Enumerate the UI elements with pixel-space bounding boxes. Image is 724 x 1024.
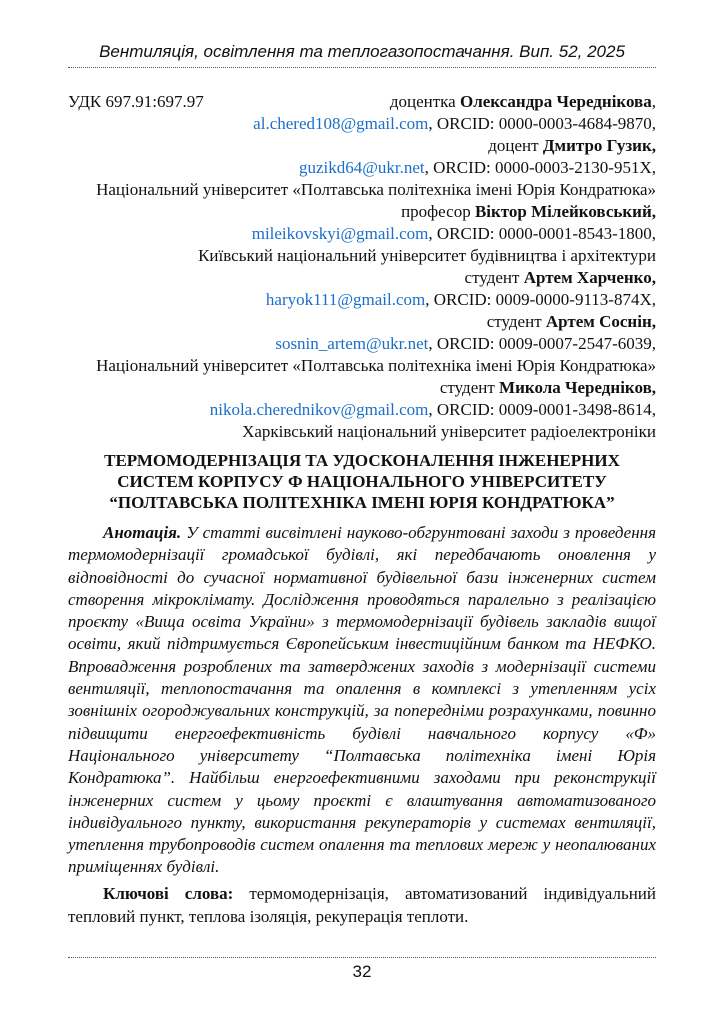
author-email-link[interactable]: al.chered108@gmail.com [253, 114, 429, 133]
author-orcid: , ORCID: 0000-0001-8543-1800, [428, 224, 656, 243]
author-contact-line [68, 113, 656, 135]
abstract-line: підвищити енергоефективність будівлі навчального корпусу «Ф» [68, 723, 656, 743]
abstract-line: Кондратюка”. Найбільш енергоефективними заходами при реконструкції [68, 768, 656, 788]
abstract-line: приміщеннях будівлі. [68, 857, 220, 877]
title-line: ТЕРМОМОДЕРНІЗАЦІЯ ТА УДОСКОНАЛЕННЯ ІНЖЕНЕРНИХ [104, 451, 620, 470]
abstract-line: термомодернізації громадської будівлі, які передбачають оновлення у [68, 545, 656, 565]
author-email-link[interactable]: guzikd64@ukr.net [298, 158, 425, 177]
page-number: 32 [352, 962, 372, 981]
author-affiliation: Київський національний університет будівництва і архітектури [198, 246, 656, 265]
author-name-line [68, 135, 656, 157]
author-name: Віктор Мілейковський, [474, 202, 656, 221]
author-title: студент [486, 312, 546, 331]
author-name-line [68, 267, 656, 289]
footer-divider [68, 957, 656, 958]
abstract-line: відповідності до сучасної нормативної будівельної бази інженерних систем [68, 567, 656, 587]
author-contact-line [68, 157, 656, 179]
author-contact-line [68, 289, 656, 311]
article-title [68, 450, 656, 513]
author-name: Артем Харченко, [523, 268, 656, 287]
comma: , [651, 92, 656, 111]
author-orcid: , ORCID: 0000-0003-4684-9870, [428, 114, 656, 133]
author-orcid: , ORCID: 0009-0001-3498-8614, [428, 400, 656, 419]
title-line: “ПОЛТАВСЬКА ПОЛІТЕХНІКА ІМЕНІ ЮРІЯ КОНДРАТЮКА” [109, 493, 615, 512]
keywords-line [68, 882, 656, 905]
author-title: доцентка [389, 92, 460, 111]
author-contact-line [68, 333, 656, 355]
abstract [68, 522, 656, 879]
author-name-line [68, 201, 656, 223]
abstract-line: індивідуального пункту, використання рекуператорів у системах вентиляції, [68, 812, 656, 832]
udk-code: УДК 697.91:697.97 [68, 92, 204, 111]
abstract-line: проєкту «Вища освіта України» з термомодернізації будівель закладів вищої [68, 612, 656, 632]
author-title: доцент [488, 136, 543, 155]
header-divider [68, 67, 656, 68]
title-line: СИСТЕМ КОРПУСУ Ф НАЦІОНАЛЬНОГО УНІВЕРСИТЕТУ [117, 472, 607, 491]
abstract-line: інженерних систем у цьому проєкті є влаштування автоматизованого [68, 790, 656, 810]
author-affiliation: Харківський національний університет радіоелектроніки [242, 422, 656, 441]
abstract-line: створення мікроклімату. Дослідження проводяться паралельно з реалізацією [68, 589, 656, 609]
author-title: студент [464, 268, 524, 287]
author-affiliation: Національний університет «Полтавська політехніка імені Юрія Кондратюка» [96, 180, 656, 199]
author-email-link[interactable]: nikola.cherednikov@gmail.com [209, 400, 429, 419]
author-email-link[interactable]: mileikovskyi@gmail.com [251, 224, 429, 243]
author-name: Артем Соснін, [545, 312, 656, 331]
abstract-line: утеплення трубопроводів систем опалення та теплових мереж у неопалюваних [68, 835, 656, 855]
author-name: Микола Чередніков, [499, 378, 656, 397]
author-block [68, 91, 656, 443]
author-email-link[interactable]: haryok111@gmail.com [265, 290, 426, 309]
keywords-line: тепловий пункт, теплова ізоляція, рекуперація теплоти. [68, 907, 469, 926]
author-name-line [68, 311, 656, 333]
author-title: студент [439, 378, 500, 397]
keywords [68, 882, 656, 928]
abstract-text: У статті висвітлені науково-обгрунтовані заходи з проведення [181, 523, 656, 542]
author-contact-line [68, 223, 656, 245]
author-affiliation: Національний університет «Полтавська політехніка імені Юрія Кондратюка» [96, 356, 656, 375]
journal-header: Вентиляція, освітлення та теплогазопостачання. Вип. 52, 2025 [99, 42, 625, 61]
abstract-line: Впровадження розроблених та затверджених заходів з модернізації системи [68, 656, 656, 676]
abstract-line: зовнішніх огороджувальних конструкцій, за попередніми розрахунками, повинно [68, 701, 656, 721]
abstract-line: вентиляції, теплопостачання та опалення в комплексі з утепленням усіх [68, 679, 656, 699]
author-orcid: , ORCID: 0009-0007-2547-6039, [428, 334, 656, 353]
abstract-line [68, 522, 656, 544]
author-name: Дмитро Гузик, [542, 136, 656, 155]
author-name-line [68, 377, 656, 399]
abstract-line: освіти, який підтримується Європейським інвестиційним банком та НЕФКО. [68, 634, 656, 654]
author-orcid: , ORCID: 0000-0003-2130-951X, [424, 158, 656, 177]
keywords-text: термомодернізація, автоматизований індивідуальний [233, 884, 656, 903]
keywords-label: Ключові слова: [103, 884, 234, 903]
author-orcid: , ORCID: 0009-0000-9113-874X, [425, 290, 656, 309]
author-contact-line [68, 399, 656, 421]
abstract-label: Анотація. [103, 523, 182, 542]
abstract-line: Національного університету “Полтавська політехніка імені Юрія [68, 745, 656, 765]
author-title: професор [401, 202, 475, 221]
author-name: Олександра Череднікова [459, 92, 652, 111]
author-email-link[interactable]: sosnin_artem@ukr.net [275, 334, 429, 353]
